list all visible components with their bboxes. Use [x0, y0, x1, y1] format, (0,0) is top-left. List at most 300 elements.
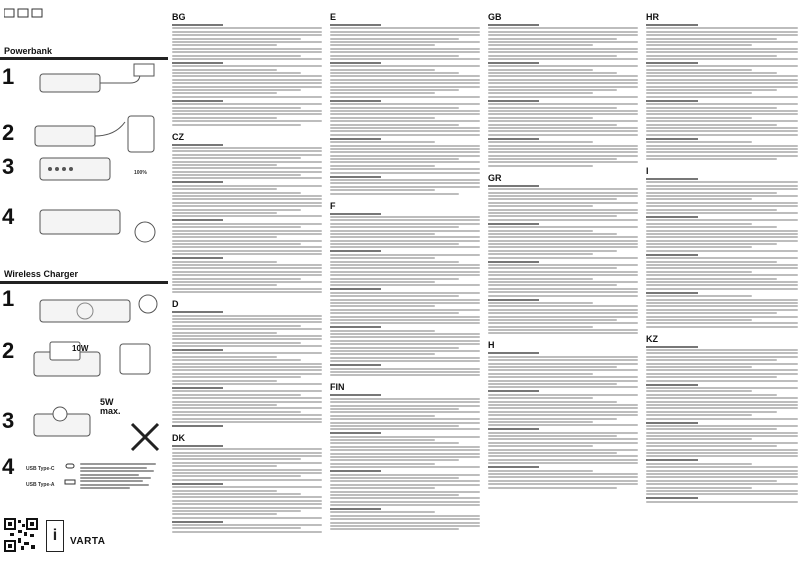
text-line	[488, 86, 638, 88]
text-line	[330, 371, 480, 373]
spec-block	[80, 462, 164, 491]
text-line	[172, 394, 301, 396]
text-line	[330, 165, 435, 167]
text-line	[646, 92, 752, 94]
text-line	[172, 274, 322, 276]
text-line	[488, 449, 638, 451]
text-line	[488, 470, 593, 472]
text-line	[646, 212, 798, 214]
text-line	[330, 340, 480, 342]
text-line	[646, 209, 777, 211]
text-line	[646, 158, 777, 160]
text-line	[646, 418, 798, 420]
text-line	[330, 504, 480, 506]
text-line	[488, 329, 638, 331]
text-line	[172, 311, 223, 313]
text-line	[330, 250, 381, 252]
text-line	[172, 120, 322, 122]
power-5w-label	[100, 398, 121, 416]
text-line	[488, 27, 638, 29]
text-line	[172, 113, 322, 115]
text-line	[172, 510, 301, 512]
text-line	[646, 288, 798, 290]
text-line	[488, 366, 617, 368]
text-line	[330, 401, 480, 403]
percent-label: 100%	[134, 170, 147, 176]
text-line	[330, 96, 480, 98]
text-line	[172, 205, 322, 207]
text-line	[646, 295, 752, 297]
text-line	[330, 113, 480, 115]
text-line	[330, 456, 480, 458]
text-line	[646, 316, 798, 318]
text-line	[488, 188, 638, 190]
text-line	[330, 319, 480, 321]
text-line	[330, 480, 480, 482]
powerbank-indicator-illustration	[30, 148, 165, 188]
text-line	[330, 439, 435, 441]
text-line	[330, 130, 480, 132]
text-line	[646, 487, 752, 489]
text-line	[488, 424, 638, 426]
text-line	[646, 490, 798, 492]
text-line	[488, 295, 638, 297]
text-line	[330, 292, 480, 294]
text-line	[172, 486, 322, 488]
text-line	[488, 92, 593, 94]
text-line	[330, 151, 480, 153]
text-line	[172, 458, 301, 460]
text-line	[488, 386, 638, 388]
text-line	[330, 353, 435, 355]
text-line	[172, 181, 223, 183]
text-line	[330, 497, 480, 499]
text-line	[646, 181, 798, 183]
text-line	[330, 86, 480, 88]
text-line	[646, 226, 777, 228]
text-line	[330, 127, 480, 129]
text-line	[646, 107, 777, 109]
text-line	[330, 145, 480, 147]
text-line	[488, 69, 593, 71]
text-line	[646, 349, 798, 351]
text-line	[646, 376, 777, 378]
text-line	[172, 215, 322, 217]
language-heading: E	[330, 12, 337, 22]
text-line	[646, 480, 777, 482]
text-line	[646, 501, 798, 503]
text-line	[646, 366, 752, 368]
text-line	[646, 254, 698, 256]
text-line	[172, 411, 301, 413]
text-line	[172, 483, 223, 485]
phone-icon-illustration	[112, 340, 162, 380]
text-line	[172, 236, 277, 238]
text-line	[646, 82, 798, 84]
text-line	[172, 219, 223, 221]
text-line	[330, 51, 480, 53]
text-line	[172, 425, 223, 427]
text-line	[172, 479, 322, 481]
text-line	[488, 411, 638, 413]
power-10w-label: 10W	[72, 344, 89, 353]
text-line	[488, 261, 539, 263]
text-column-3	[488, 6, 638, 558]
text-line	[488, 407, 638, 409]
text-line	[330, 418, 480, 420]
text-line	[488, 31, 638, 33]
text-line	[488, 476, 638, 478]
text-line	[488, 383, 617, 385]
text-line	[172, 349, 223, 351]
text-line	[172, 51, 322, 53]
text-line	[330, 82, 480, 84]
text-line	[172, 448, 322, 450]
text-line	[330, 347, 459, 349]
text-line	[330, 374, 480, 376]
text-line	[330, 415, 435, 417]
text-line	[172, 38, 301, 40]
language-heading: DK	[172, 432, 185, 443]
text-line	[172, 335, 322, 337]
text-line	[646, 322, 798, 324]
text-line	[330, 27, 480, 29]
text-line	[330, 288, 381, 290]
text-line	[646, 198, 752, 200]
text-line	[488, 302, 593, 304]
text-line	[488, 82, 638, 84]
text-line	[330, 271, 480, 273]
text-line	[646, 192, 777, 194]
text-line	[488, 442, 638, 444]
language-heading: HR	[646, 12, 659, 22]
text-line	[488, 401, 617, 403]
text-line	[172, 507, 322, 509]
text-line	[172, 383, 322, 385]
text-line	[172, 373, 322, 375]
text-line	[488, 421, 593, 423]
text-line	[330, 69, 435, 71]
language-heading: I	[646, 166, 649, 177]
text-line	[488, 233, 617, 235]
text-line	[488, 278, 593, 280]
text-line	[488, 274, 638, 276]
text-line	[488, 219, 638, 221]
text-line	[646, 117, 752, 119]
text-line	[488, 418, 617, 420]
text-line	[646, 352, 798, 354]
text-line	[646, 401, 798, 403]
text-line	[646, 397, 798, 399]
text-line	[330, 453, 480, 455]
text-line	[646, 216, 698, 218]
text-line	[172, 161, 322, 163]
language-heading: CZ	[172, 131, 184, 142]
text-line	[488, 155, 638, 157]
text-line	[330, 141, 435, 143]
text-line	[172, 103, 322, 105]
text-line	[172, 82, 322, 84]
text-line	[330, 219, 480, 221]
text-line	[646, 233, 798, 235]
text-line	[488, 100, 539, 102]
text-line	[646, 326, 798, 328]
text-line	[488, 192, 638, 194]
text-line	[488, 72, 617, 74]
text-line	[172, 253, 322, 255]
text-line	[488, 316, 638, 318]
text-line	[172, 92, 277, 94]
text-line	[330, 158, 459, 160]
text-line	[646, 38, 777, 40]
text-line	[172, 369, 322, 371]
text-line	[646, 62, 698, 64]
text-line	[172, 44, 277, 46]
text-line	[330, 428, 480, 430]
text-line	[172, 24, 223, 26]
text-line	[330, 281, 435, 283]
text-line	[172, 34, 322, 36]
port-icons	[64, 462, 78, 492]
text-line	[488, 55, 617, 57]
text-line	[330, 474, 480, 476]
text-line	[172, 469, 322, 471]
text-line	[330, 186, 480, 188]
text-line	[488, 459, 638, 461]
text-line	[646, 103, 798, 105]
text-line	[646, 470, 798, 472]
text-line	[646, 292, 698, 294]
text-line	[646, 69, 752, 71]
text-line	[488, 127, 638, 129]
text-line	[330, 103, 480, 105]
text-line	[172, 284, 277, 286]
text-line	[330, 261, 459, 263]
text-line	[330, 411, 480, 413]
text-line	[330, 525, 480, 527]
text-line	[488, 432, 638, 434]
text-line	[646, 223, 752, 225]
text-line	[646, 55, 777, 57]
text-line	[646, 483, 798, 485]
info-icon: i	[46, 520, 64, 552]
text-line	[488, 58, 638, 60]
text-line	[488, 124, 617, 126]
text-line	[646, 145, 798, 147]
text-line	[172, 261, 277, 263]
text-line	[330, 394, 381, 396]
text-line	[172, 281, 322, 283]
text-line	[488, 352, 539, 354]
text-line	[646, 473, 798, 475]
text-line	[330, 31, 480, 33]
text-line	[646, 236, 798, 238]
text-line	[330, 24, 381, 26]
text-line	[330, 405, 480, 407]
text-line	[172, 345, 322, 347]
powerbank-charging-illustration	[30, 62, 160, 102]
text-line	[488, 110, 638, 112]
text-line	[172, 531, 322, 533]
text-line	[488, 394, 638, 396]
text-line	[488, 288, 638, 290]
text-line	[646, 27, 798, 29]
text-line	[646, 411, 777, 413]
text-line	[330, 336, 480, 338]
text-line	[330, 343, 480, 345]
text-line	[488, 253, 593, 255]
text-line	[172, 240, 322, 242]
text-line	[646, 188, 798, 190]
text-line	[330, 38, 459, 40]
text-line	[488, 309, 638, 311]
text-line	[330, 446, 480, 448]
text-line	[646, 497, 698, 499]
text-line	[330, 494, 459, 496]
text-line	[172, 246, 322, 248]
text-line	[488, 38, 617, 40]
text-line	[488, 62, 539, 64]
text-line	[488, 414, 638, 416]
text-line	[646, 267, 798, 269]
text-line	[646, 442, 798, 444]
text-line	[488, 404, 638, 406]
text-line	[330, 65, 480, 67]
wireless-pad-illustration	[30, 290, 165, 330]
text-line	[172, 342, 301, 344]
text-line	[330, 107, 459, 109]
text-line	[172, 174, 301, 176]
text-line	[488, 455, 638, 457]
text-line	[172, 414, 322, 416]
text-line	[646, 449, 798, 451]
wireless-earbuds-illustration	[30, 400, 100, 444]
text-line	[172, 117, 277, 119]
text-line	[172, 513, 277, 515]
text-line	[172, 493, 301, 495]
text-line	[330, 350, 480, 352]
text-line	[330, 72, 459, 74]
text-line	[488, 198, 617, 200]
power-5w-max: max.	[100, 406, 121, 416]
text-line	[172, 271, 322, 273]
text-line	[172, 195, 322, 197]
text-line	[488, 226, 638, 228]
text-line	[330, 100, 381, 102]
text-line	[330, 305, 435, 307]
text-line	[488, 445, 593, 447]
text-line	[646, 155, 798, 157]
text-line	[488, 89, 617, 91]
text-line	[330, 487, 435, 489]
text-line	[330, 240, 480, 242]
text-line	[646, 466, 798, 468]
text-line	[646, 428, 777, 430]
text-line	[172, 452, 322, 454]
text-line	[488, 130, 638, 132]
text-line	[172, 48, 322, 50]
text-line	[488, 107, 617, 109]
text-line	[172, 521, 223, 523]
text-line	[646, 89, 777, 91]
text-line	[172, 380, 277, 382]
language-heading: H	[488, 340, 495, 351]
text-line	[172, 455, 322, 457]
step-number: 2	[2, 120, 15, 145]
powerbank-title: Powerbank	[4, 46, 53, 56]
text-line	[646, 134, 798, 136]
text-line	[172, 55, 301, 57]
text-line	[488, 209, 638, 211]
text-line	[646, 493, 798, 495]
text-line	[330, 124, 459, 126]
text-line	[646, 463, 752, 465]
text-line	[646, 452, 798, 454]
text-line	[646, 86, 798, 88]
text-line	[488, 141, 593, 143]
text-line	[172, 157, 301, 159]
text-line	[488, 134, 638, 136]
text-line	[172, 75, 322, 77]
text-line	[646, 65, 798, 67]
cross-icon	[128, 420, 164, 456]
text-line	[172, 356, 277, 358]
text-line	[646, 356, 798, 358]
text-line	[330, 316, 480, 318]
text-line	[646, 278, 777, 280]
text-line	[646, 185, 798, 187]
text-line	[646, 373, 798, 375]
text-line	[646, 438, 752, 440]
text-line	[330, 425, 459, 427]
text-line	[172, 89, 301, 91]
text-line	[646, 202, 798, 204]
text-line	[172, 65, 322, 67]
text-line	[488, 369, 638, 371]
text-line	[330, 470, 381, 472]
text-line	[488, 120, 638, 122]
text-line	[330, 357, 480, 359]
text-line	[172, 264, 322, 266]
text-line	[646, 414, 752, 416]
text-line	[646, 75, 798, 77]
text-line	[488, 202, 638, 204]
port-typea-label: USB Type-A	[26, 482, 55, 488]
text-line	[488, 299, 539, 301]
text-line	[646, 305, 798, 307]
text-line	[488, 250, 617, 252]
text-line	[488, 376, 638, 378]
text-line	[330, 44, 435, 46]
text-line	[172, 188, 277, 190]
text-line	[488, 75, 638, 77]
wireless-phone-illustration	[30, 338, 110, 386]
text-line	[488, 397, 593, 399]
text-line	[330, 477, 459, 479]
text-line	[646, 205, 798, 207]
text-line	[330, 422, 480, 424]
text-line	[172, 212, 277, 214]
text-line	[488, 373, 593, 375]
text-line	[646, 243, 777, 245]
text-line	[646, 422, 698, 424]
text-line	[172, 257, 223, 259]
text-line	[488, 103, 638, 105]
text-line	[330, 257, 435, 259]
text-line	[646, 459, 698, 461]
text-line	[172, 79, 322, 81]
text-line	[330, 302, 480, 304]
